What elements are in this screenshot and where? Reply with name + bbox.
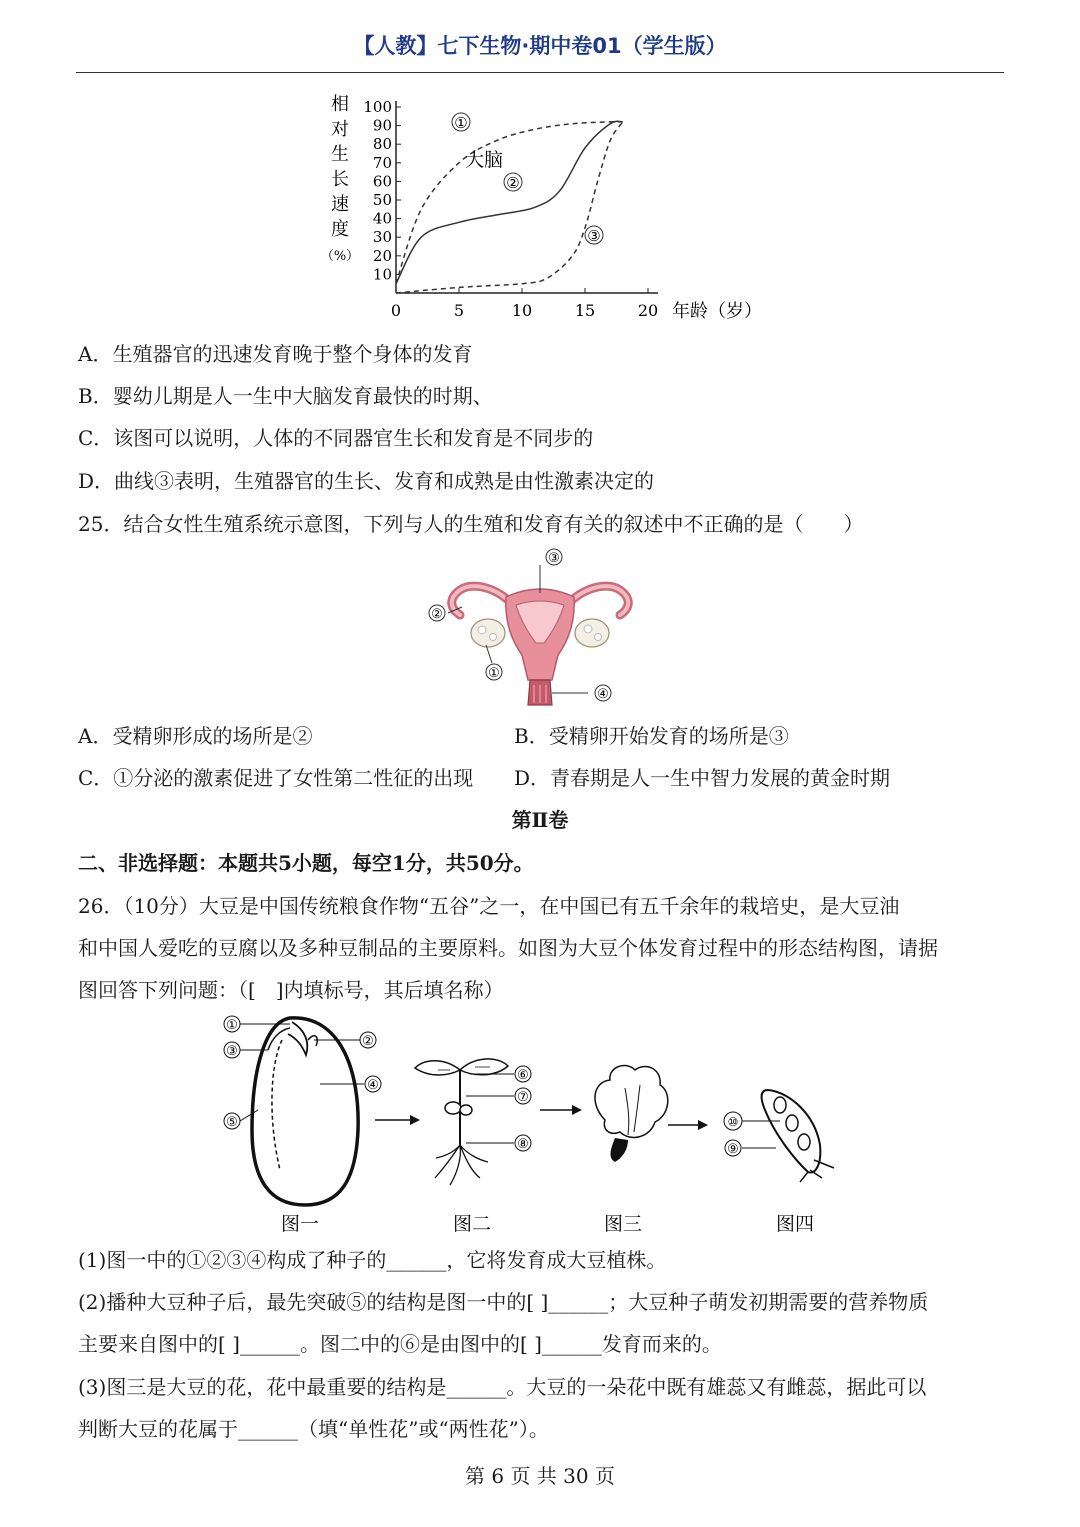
fig4-label-9: ⑨ <box>727 1142 739 1157</box>
q24-option-c: C．该图可以说明，人体的不同器官生长和发育是不同步的 <box>78 426 594 450</box>
fig1-label-3: ③ <box>226 1044 238 1059</box>
x-tick-label: 5 <box>453 301 465 320</box>
q26-stem-1: 26．（10分）大豆是中国传统粮食作物“五谷”之一，在中国已有五千余年的栽培史，是大豆油 <box>78 894 900 918</box>
y-tick-label: 60 <box>372 172 392 191</box>
y-tick-label: 20 <box>372 246 392 265</box>
page-header: 【人教】七下生物·期中卷01（学生版） <box>353 34 727 58</box>
diagram-label-2: ② <box>431 607 443 622</box>
fig1-label-2: ② <box>362 1034 374 1049</box>
fig2-label-6: ⑥ <box>517 1068 529 1083</box>
series-line-2 <box>396 121 623 283</box>
chart-annotation-2: 大脑 <box>465 149 504 171</box>
y-axis-label-char: 长 <box>331 169 349 190</box>
soybean-figures <box>210 1010 870 1240</box>
y-axis-label-char: 对 <box>331 119 349 140</box>
y-axis-label-char: 生 <box>331 144 349 165</box>
x-tick-label: 15 <box>574 301 596 320</box>
x-tick-label: 20 <box>637 301 659 320</box>
series-line-1 <box>396 122 623 284</box>
y-tick-label: 40 <box>372 209 392 228</box>
x-tick-label: 0 <box>390 301 402 320</box>
y-tick-label: 90 <box>372 116 392 135</box>
growth-chart <box>320 88 780 328</box>
y-tick-label: 70 <box>372 153 392 172</box>
y-axis-label-char: 速 <box>331 194 349 215</box>
q25-option-c: C．①分泌的激素促进了女性第二性征的出现 <box>78 766 474 790</box>
q24-option-a: A．生殖器官的迅速发育晚于整个身体的发育 <box>78 342 473 366</box>
series-line-3 <box>396 122 623 293</box>
q25-option-a: A．受精卵形成的场所是② <box>78 724 313 748</box>
header-divider <box>76 72 1004 73</box>
q26-part-1: (1)图一中的①②③④构成了种子的______，它将发育成大豆植株。 <box>78 1248 667 1272</box>
fig2-label-7: ⑦ <box>517 1090 529 1105</box>
q26-stem-2: 和中国人爱吃的豆腐以及多种豆制品的主要原料。如图为大豆个体发育过程中的形态结构图，请据 <box>78 936 938 960</box>
q26-part-3a: (3)图三是大豆的花，花中最重要的结构是______。大豆的一朵花中既有雄蕊又有雌蕊，据此可以 <box>78 1375 927 1399</box>
q26-part-3b: 判断大豆的花属于______（填“单性花”或“两性花”）。 <box>78 1417 549 1441</box>
fig1-label-4: ④ <box>367 1078 379 1093</box>
y-tick-label: 30 <box>372 228 392 247</box>
chart-annotation-4: ③ <box>587 227 601 245</box>
q25-stem: 25．结合女性生殖系统示意图，下列与人的生殖和发育有关的叙述中不正确的是（ ） <box>78 512 864 536</box>
growth-chart-svg <box>320 88 780 328</box>
y-tick-label: 10 <box>372 265 392 284</box>
y-axis-label-char: （%） <box>320 249 360 264</box>
section-heading: 二、非选择题：本题共5小题，每空1分，共50分。 <box>78 851 534 875</box>
q26-part-2b: 主要来自图中的[ ]______。图二中的⑥是由图中的[ ]______发育而来的。 <box>78 1332 722 1356</box>
diagram-label-3: ③ <box>548 551 560 566</box>
q26-part-2a: (2)播种大豆种子后，最先突破⑤的结构是图一中的[ ]______；大豆种子萌发初期需要的营养物质 <box>78 1290 929 1314</box>
y-tick-label: 80 <box>372 135 392 154</box>
fig-caption-3: 图三 <box>603 1213 643 1235</box>
fig1-label-1: ① <box>226 1018 238 1033</box>
q26-stem-3: 图回答下列问题：（[ ]内填标号，其后填名称） <box>78 978 504 1002</box>
diagram-label-4: ④ <box>597 687 609 702</box>
x-tick-label: 10 <box>511 301 533 320</box>
q24-option-d: D．曲线③表明，生殖器官的生长、发育和成熟是由性激素决定的 <box>78 469 655 493</box>
fig-caption-1: 图一 <box>280 1213 320 1235</box>
x-axis-label: 年龄（岁） <box>672 301 762 322</box>
fig-caption-2: 图二 <box>452 1213 492 1235</box>
y-tick-label: 100 <box>363 98 392 116</box>
chart-annotation-3: ② <box>506 174 520 192</box>
y-axis-label-char: 相 <box>331 94 349 115</box>
q25-option-d: D．青春期是人一生中智力发展的黄金时期 <box>514 766 891 790</box>
y-axis-label-char: 度 <box>331 219 349 240</box>
fig2-label-8: ⑧ <box>517 1137 529 1152</box>
fig-caption-4: 图四 <box>775 1213 815 1235</box>
fig1-label-5: ⑤ <box>226 1115 238 1130</box>
female-reproductive-diagram <box>420 545 660 710</box>
y-tick-label: 50 <box>372 191 392 209</box>
chart-annotation-1: ① <box>454 114 468 132</box>
fig4-label-10: ⑩ <box>727 1115 739 1129</box>
q25-option-b: B．受精卵开始发育的场所是③ <box>514 724 789 748</box>
page-footer: 第 6 页 共 30 页 <box>465 1464 615 1488</box>
q24-option-b: B．婴幼儿期是人一生中大脑发育最快的时期、 <box>78 384 493 408</box>
diagram-label-1: ① <box>488 666 500 681</box>
section-title: 第Ⅱ卷 <box>511 808 569 832</box>
